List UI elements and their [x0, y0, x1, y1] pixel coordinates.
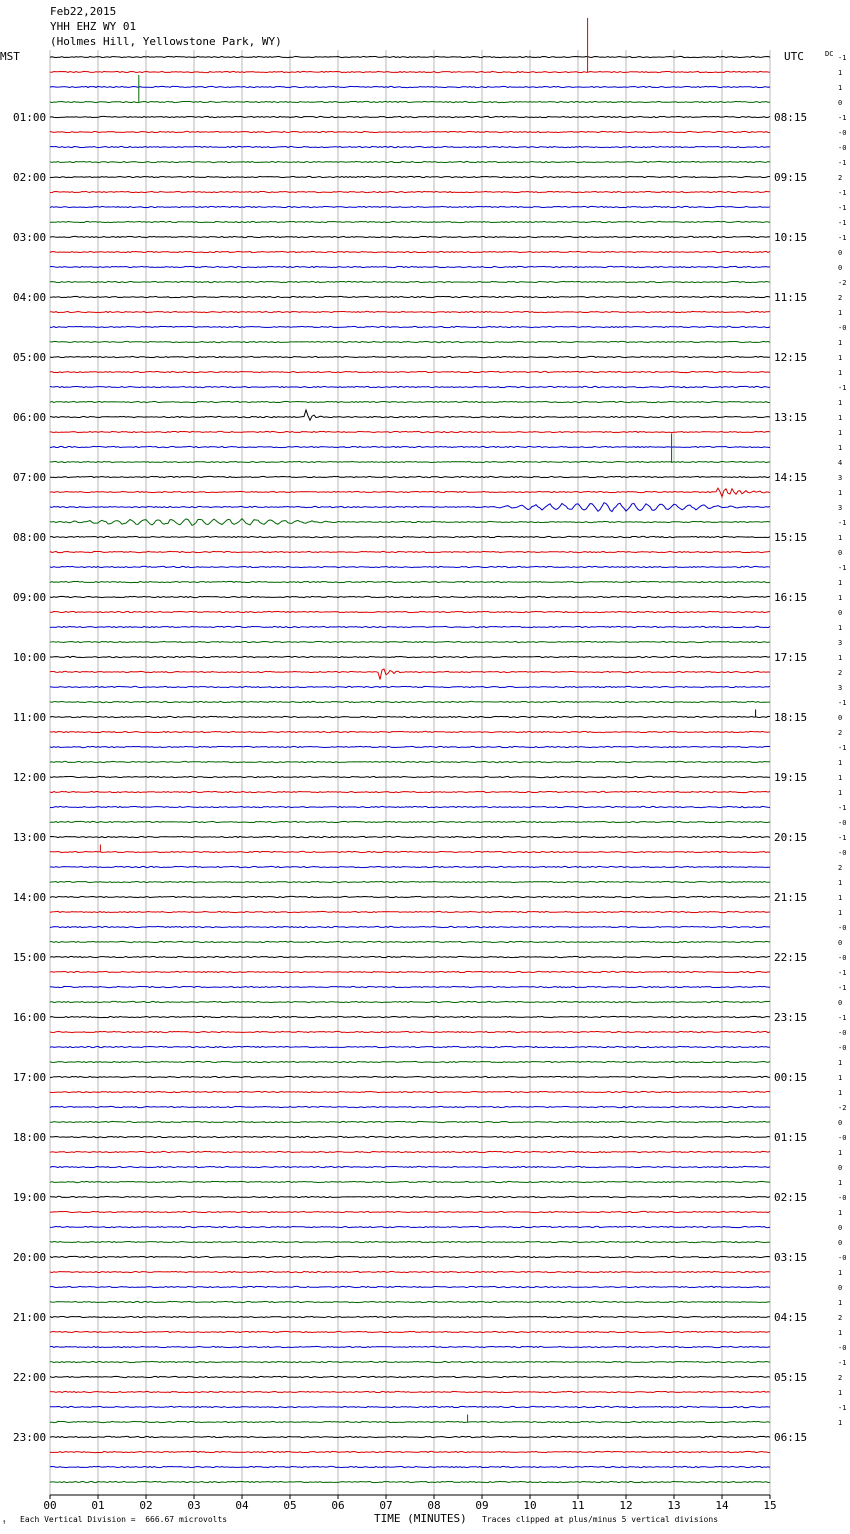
dc-offset-label: -1: [838, 1014, 847, 1022]
x-tick-label-06: 06: [331, 1499, 345, 1512]
trace-row-69: [50, 1091, 770, 1092]
left-hour-label: 06:00: [13, 411, 47, 424]
trace-row-80: [50, 1256, 770, 1257]
trace-row-63: [50, 1001, 770, 1002]
dc-offset-label: -2: [838, 1104, 847, 1112]
dc-offset-label: -0: [838, 1254, 847, 1262]
trace-row-61: [50, 971, 770, 972]
trace-row-25: [50, 431, 770, 432]
dc-offset-label: 1: [838, 579, 843, 587]
dc-offset-label: 0: [838, 714, 843, 722]
left-hour-label: 11:00: [13, 711, 47, 724]
trace-row-50: [50, 806, 770, 807]
trace-row-65: [50, 1031, 770, 1032]
trace-row-48: [50, 776, 770, 777]
dc-offset-label: 1: [838, 594, 843, 602]
x-tick-label-10: 10: [523, 1499, 537, 1512]
seismic-traces: [50, 18, 770, 1483]
left-hour-label: 15:00: [13, 951, 47, 964]
trace-row-55: [50, 881, 770, 882]
trace-row-82: [50, 1286, 770, 1287]
trace-row-81: [50, 1271, 770, 1272]
trace-row-8: [50, 176, 770, 177]
x-tick-label-00: 00: [43, 1499, 57, 1512]
dc-offset-label: -1: [838, 219, 847, 227]
dc-offset-label: -0: [838, 144, 847, 152]
dc-offset-label: -1: [838, 984, 847, 992]
dc-offset-label: 1: [838, 489, 843, 497]
dc-offset-label: -0: [838, 924, 847, 932]
trace-row-71: [50, 1121, 770, 1122]
trace-row-12: [50, 236, 770, 237]
trace-row-19: [50, 341, 770, 342]
trace-row-76: [50, 1196, 770, 1197]
x-axis-title: TIME (MINUTES): [374, 1512, 467, 1525]
dc-offset-label: -1: [838, 54, 847, 62]
trace-row-17: [50, 311, 770, 312]
trace-row-40: [50, 656, 770, 657]
left-hour-label: 12:00: [13, 771, 47, 784]
dc-offset-label: 3: [838, 474, 843, 482]
x-tick-label-07: 07: [379, 1499, 393, 1512]
trace-row-78: [50, 1226, 770, 1227]
dc-offset-label: 1: [838, 624, 843, 632]
dc-offset-label: 2: [838, 174, 843, 182]
trace-row-27: [50, 461, 770, 462]
right-hour-label: 09:15: [774, 171, 808, 184]
dc-offset-label: 1: [838, 1269, 843, 1277]
trace-row-91: [50, 1421, 770, 1422]
trace-row-23: [50, 401, 770, 402]
trace-row-84: [50, 1316, 770, 1317]
x-tick-label-09: 09: [475, 1499, 489, 1512]
trace-row-64: [50, 1016, 770, 1017]
dc-offset-label: 0: [838, 1164, 843, 1172]
dc-offset-label: -1: [838, 204, 847, 212]
dc-offset-label: 1: [838, 1419, 843, 1427]
left-hour-label: 23:00: [13, 1431, 47, 1444]
right-hour-label: 11:15: [774, 291, 808, 304]
dc-offset-label: 0: [838, 249, 843, 257]
trace-row-28: [50, 476, 770, 477]
trace-row-49: [50, 791, 770, 792]
left-hour-label: 20:00: [13, 1251, 47, 1264]
right-hour-label: 10:15: [774, 231, 808, 244]
x-tick-label-01: 01: [91, 1499, 105, 1512]
dc-offset-labels: [838, 54, 846, 1427]
trace-row-29: [50, 488, 770, 497]
trace-row-72: [50, 1136, 770, 1137]
trace-row-92: [50, 1436, 770, 1437]
dc-offset-label: -0: [838, 849, 847, 857]
dc-offset-label: 2: [838, 864, 843, 872]
left-hour-label: 22:00: [13, 1371, 47, 1384]
trace-row-77: [50, 1211, 770, 1212]
dc-offset-label: 0: [838, 1224, 843, 1232]
right-hour-label: 16:15: [774, 591, 808, 604]
dc-offset-label: -1: [838, 234, 847, 242]
trace-row-34: [50, 566, 770, 567]
left-hour-label: 05:00: [13, 351, 47, 364]
trace-row-93: [50, 1451, 770, 1452]
trace-row-79: [50, 1241, 770, 1242]
right-hour-label: 06:15: [774, 1431, 808, 1444]
trace-row-58: [50, 926, 770, 927]
dc-offset-label: 1: [838, 1389, 843, 1397]
trace-row-75: [50, 1181, 770, 1182]
dc-offset-label: 1: [838, 84, 843, 92]
x-tick-label-13: 13: [667, 1499, 681, 1512]
dc-offset-label: -1: [838, 834, 847, 842]
trace-row-62: [50, 986, 770, 987]
dc-offset-label: 1: [838, 1299, 843, 1307]
left-hour-label: 03:00: [13, 231, 47, 244]
x-axis-ticks: [43, 1495, 776, 1512]
left-hour-label: 13:00: [13, 831, 47, 844]
trace-row-53: [50, 851, 770, 852]
dc-offset-label: -1: [838, 804, 847, 812]
right-hour-label: 03:15: [774, 1251, 808, 1264]
right-hour-label: 23:15: [774, 1011, 808, 1024]
dc-offset-label: -1: [838, 159, 847, 167]
right-hour-label: 05:15: [774, 1371, 808, 1384]
right-hour-label: 20:15: [774, 831, 808, 844]
trace-row-22: [50, 386, 770, 387]
right-hour-label: 08:15: [774, 111, 808, 124]
dc-offset-label: 1: [838, 444, 843, 452]
x-tick-label-05: 05: [283, 1499, 297, 1512]
dc-offset-label: 1: [838, 1209, 843, 1217]
dc-offset-label: 1: [838, 1089, 843, 1097]
dc-offset-label: 3: [838, 504, 843, 512]
right-hour-label: 00:15: [774, 1071, 808, 1084]
left-hour-label: 07:00: [13, 471, 47, 484]
right-hour-label: 17:15: [774, 651, 808, 664]
right-hour-label: 14:15: [774, 471, 808, 484]
trace-row-59: [50, 941, 770, 942]
left-hour-label: 04:00: [13, 291, 47, 304]
dc-offset-label: -0: [838, 1134, 847, 1142]
left-hour-label: 19:00: [13, 1191, 47, 1204]
trace-row-89: [50, 1391, 770, 1392]
dc-offset-label: 0: [838, 549, 843, 557]
trace-row-10: [50, 206, 770, 207]
dc-offset-label: 1: [838, 759, 843, 767]
trace-row-11: [50, 221, 770, 222]
trace-row-26: [50, 446, 770, 447]
dc-offset-label: -1: [838, 969, 847, 977]
dc-offset-label: -1: [838, 384, 847, 392]
dc-offset-label: -1: [838, 1404, 847, 1412]
dc-offset-label: 0: [838, 1284, 843, 1292]
station-label: YHH EHZ WY 01: [50, 20, 137, 33]
dc-offset-label: -1: [838, 114, 847, 122]
dc-offset-label: 1: [838, 1329, 843, 1337]
dc-offset-label: 0: [838, 999, 843, 1007]
dc-offset-label: 2: [838, 1374, 843, 1382]
dc-offset-label: 3: [838, 684, 843, 692]
right-hour-label: 04:15: [774, 1311, 808, 1324]
trace-row-86: [50, 1346, 770, 1347]
dc-offset-label: 0: [838, 609, 843, 617]
dc-offset-label: 0: [838, 99, 843, 107]
dc-offset-label: 1: [838, 894, 843, 902]
x-tick-label-12: 12: [619, 1499, 633, 1512]
dc-offset-label: 2: [838, 729, 843, 737]
dc-offset-label: 1: [838, 654, 843, 662]
left-hour-label: 14:00: [13, 891, 47, 904]
dc-offset-label: 2: [838, 669, 843, 677]
trace-row-94: [50, 1466, 770, 1467]
x-tick-label-08: 08: [427, 1499, 441, 1512]
date-label: Feb22,2015: [50, 5, 117, 18]
trace-row-20: [50, 356, 770, 357]
right-hour-label: 21:15: [774, 891, 808, 904]
trace-row-24: [50, 410, 770, 420]
dc-offset-label: -1: [838, 1359, 847, 1367]
dc-offset-label: -2: [838, 279, 847, 287]
dc-offset-label: 0: [838, 1239, 843, 1247]
trace-row-47: [50, 761, 770, 762]
trace-row-56: [50, 896, 770, 897]
trace-row-31: [50, 519, 770, 526]
dc-offset-label: -0: [838, 1029, 847, 1037]
dc-header-label: DC: [825, 50, 834, 58]
plot-header: [50, 4, 282, 49]
dc-offset-label: 1: [838, 354, 843, 362]
trace-row-83: [50, 1301, 770, 1302]
trace-row-32: [50, 536, 770, 537]
dc-offset-label: 1: [838, 429, 843, 437]
dc-offset-label: -1: [838, 189, 847, 197]
trace-row-41: [50, 669, 770, 680]
dc-offset-label: 1: [838, 414, 843, 422]
dc-offset-label: 2: [838, 294, 843, 302]
trace-row-42: [50, 686, 770, 687]
dc-offset-label: -0: [838, 954, 847, 962]
trace-row-15: [50, 281, 770, 282]
right-hour-label: 02:15: [774, 1191, 808, 1204]
trace-row-35: [50, 581, 770, 582]
dc-offset-label: 1: [838, 1074, 843, 1082]
x-tick-label-15: 15: [763, 1499, 777, 1512]
trace-row-1: [50, 71, 770, 72]
trace-row-73: [50, 1151, 770, 1152]
left-hour-label: 01:00: [13, 111, 47, 124]
trace-row-46: [50, 746, 770, 747]
dc-offset-label: -1: [838, 744, 847, 752]
dc-offset-label: -0: [838, 819, 847, 827]
trace-row-16: [50, 296, 770, 297]
dc-offset-label: 1: [838, 909, 843, 917]
location-label: (Holmes Hill, Yellowstone Park, WY): [50, 35, 282, 48]
dc-offset-label: 0: [838, 939, 843, 947]
left-hour-label: 10:00: [13, 651, 47, 664]
dc-offset-label: 1: [838, 1149, 843, 1157]
left-hour-label: 09:00: [13, 591, 47, 604]
right-hour-label: 18:15: [774, 711, 808, 724]
dc-offset-label: 1: [838, 534, 843, 542]
trace-row-14: [50, 266, 770, 267]
dc-offset-label: 1: [838, 879, 843, 887]
left-hour-label: 17:00: [13, 1071, 47, 1084]
left-hour-label: 02:00: [13, 171, 47, 184]
trace-row-18: [50, 326, 770, 327]
dc-offset-label: 1: [838, 69, 843, 77]
trace-row-90: [50, 1406, 770, 1407]
trace-row-4: [50, 116, 770, 117]
clip-note: Traces clipped at plus/minus 5 vertical divisions: [482, 1515, 719, 1524]
trace-row-66: [50, 1046, 770, 1047]
dc-offset-label: -1: [838, 519, 847, 527]
corner-mark: ↑: [2, 1518, 7, 1526]
trace-row-87: [50, 1361, 770, 1362]
trace-row-21: [50, 371, 770, 372]
dc-offset-label: 1: [838, 1059, 843, 1067]
trace-row-45: [50, 731, 770, 732]
trace-row-39: [50, 641, 770, 642]
dc-offset-label: -1: [838, 699, 847, 707]
trace-row-70: [50, 1106, 770, 1107]
left-hour-label: 18:00: [13, 1131, 47, 1144]
dc-offset-label: -0: [838, 324, 847, 332]
dc-offset-label: 1: [838, 369, 843, 377]
trace-row-85: [50, 1331, 770, 1332]
right-hour-label: 19:15: [774, 771, 808, 784]
dc-offset-label: -0: [838, 1044, 847, 1052]
trace-row-37: [50, 611, 770, 612]
trace-row-2: [50, 86, 770, 87]
dc-offset-label: 1: [838, 1179, 843, 1187]
x-tick-label-02: 02: [139, 1499, 153, 1512]
dc-offset-label: 1: [838, 399, 843, 407]
trace-row-60: [50, 956, 770, 957]
trace-row-7: [50, 161, 770, 162]
right-hour-label: 01:15: [774, 1131, 808, 1144]
scale-note: Each Vertical Division = 666.67 microvolts: [20, 1515, 228, 1524]
dc-offset-label: 0: [838, 264, 843, 272]
x-tick-label-14: 14: [715, 1499, 729, 1512]
dc-offset-label: -0: [838, 129, 847, 137]
trace-row-9: [50, 191, 770, 192]
trace-row-6: [50, 146, 770, 147]
trace-row-13: [50, 251, 770, 252]
trace-row-36: [50, 596, 770, 597]
right-timezone-label: UTC: [784, 50, 804, 63]
left-hour-label: 21:00: [13, 1311, 47, 1324]
dc-offset-label: 1: [838, 309, 843, 317]
trace-row-74: [50, 1166, 770, 1167]
x-tick-label-04: 04: [235, 1499, 249, 1512]
trace-row-95: [50, 1481, 770, 1482]
x-tick-label-11: 11: [571, 1499, 585, 1512]
trace-row-43: [50, 701, 770, 702]
x-tick-label-03: 03: [187, 1499, 201, 1512]
dc-offset-label: -0: [838, 1194, 847, 1202]
dc-offset-label: 2: [838, 1314, 843, 1322]
trace-row-67: [50, 1061, 770, 1062]
trace-row-30: [50, 503, 770, 512]
dc-offset-label: 1: [838, 339, 843, 347]
dc-offset-label: -0: [838, 1344, 847, 1352]
dc-offset-label: 4: [838, 459, 843, 467]
dc-offset-label: -1: [838, 564, 847, 572]
left-hour-label: 16:00: [13, 1011, 47, 1024]
right-hour-label: 13:15: [774, 411, 808, 424]
trace-row-88: [50, 1376, 770, 1377]
trace-row-44: [50, 716, 770, 717]
trace-row-0: [50, 56, 770, 57]
left-timezone-label: MST: [0, 50, 20, 63]
left-hour-label: 08:00: [13, 531, 47, 544]
trace-row-54: [50, 866, 770, 867]
trace-row-68: [50, 1076, 770, 1077]
right-hour-label: 12:15: [774, 351, 808, 364]
trace-row-3: [50, 101, 770, 102]
trace-row-33: [50, 551, 770, 552]
dc-offset-label: 1: [838, 789, 843, 797]
dc-offset-label: 0: [838, 1119, 843, 1127]
dc-offset-label: 1: [838, 774, 843, 782]
trace-row-52: [50, 836, 770, 837]
trace-row-57: [50, 911, 770, 912]
dc-offset-label: 3: [838, 639, 843, 647]
right-hour-label: 15:15: [774, 531, 808, 544]
trace-row-51: [50, 821, 770, 822]
right-hour-label: 22:15: [774, 951, 808, 964]
trace-row-38: [50, 626, 770, 627]
trace-row-5: [50, 131, 770, 132]
